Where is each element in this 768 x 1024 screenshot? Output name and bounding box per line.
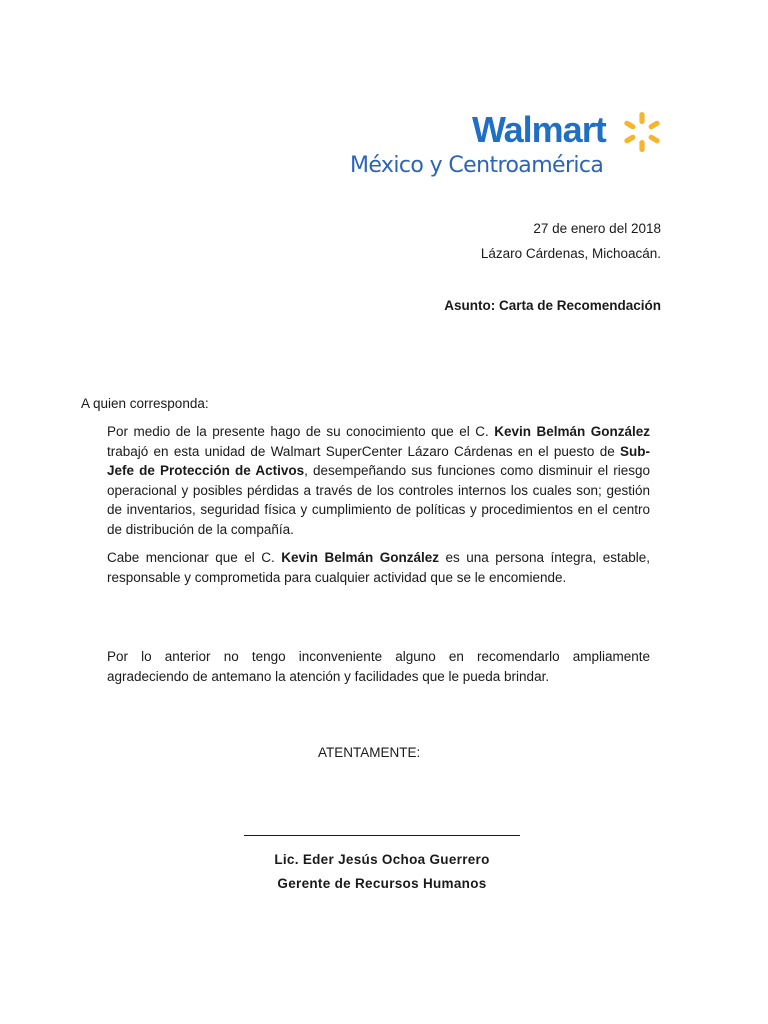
paragraph-2-text-a: Cabe mencionar que el C. xyxy=(107,550,282,565)
paragraph-1 xyxy=(107,422,650,539)
signature-line xyxy=(244,835,520,836)
letter-date: 27 de enero del 2018 xyxy=(533,221,661,236)
employee-name: Kevin Belmán González xyxy=(281,550,439,565)
paragraph-1-text-b: trabajó en esta unidad de Walmart SuperCenter Lázaro Cárdenas en el puesto de xyxy=(107,443,620,459)
letter-greeting: A quien corresponda: xyxy=(81,396,209,411)
paragraph-3: Por lo anterior no tengo inconveniente alguno en recomendarlo ampliamente agradeciendo de antemano la atención y facilidades que le pueda brindar. xyxy=(107,649,650,684)
letter-place: Lázaro Cárdenas, Michoacán. xyxy=(480,246,661,261)
logo-subtitle-text: México y Centroamérica xyxy=(350,153,604,178)
walmart-logo xyxy=(340,108,670,188)
employee-position: Sub- Jefe de Protección de Activos xyxy=(107,443,650,478)
logo-brand-text: Walmart xyxy=(472,109,606,150)
paragraph-2 xyxy=(107,548,650,587)
letter-subject: Asunto: Carta de Recomendación xyxy=(444,298,661,313)
paragraph-1-text-c: , desempeñando sus funciones como disminuir el riesgo operacional y posibles pérdidas a través de los controles internos los cuales son; gestión de inventarios, seguridad física y cumplimiento de políticas y procedimientos en el centro de distribución de la compañía. xyxy=(107,463,650,537)
spark-icon xyxy=(620,110,664,154)
signatory-title: Gerente de Recursos Humanos xyxy=(277,876,487,891)
letter-closing: ATENTAMENTE: xyxy=(318,745,421,760)
employee-name: Kevin Belmán González xyxy=(494,424,650,439)
paragraph-1-text-a: Por medio de la presente hago de su conocimiento que el C. xyxy=(107,424,495,439)
signatory-name: Lic. Eder Jesús Ochoa Guerrero xyxy=(274,852,490,867)
paragraph-2-text-b: es una persona íntegra, estable, responsable y comprometida para cualquier actividad que se le encomiende. xyxy=(107,550,651,585)
